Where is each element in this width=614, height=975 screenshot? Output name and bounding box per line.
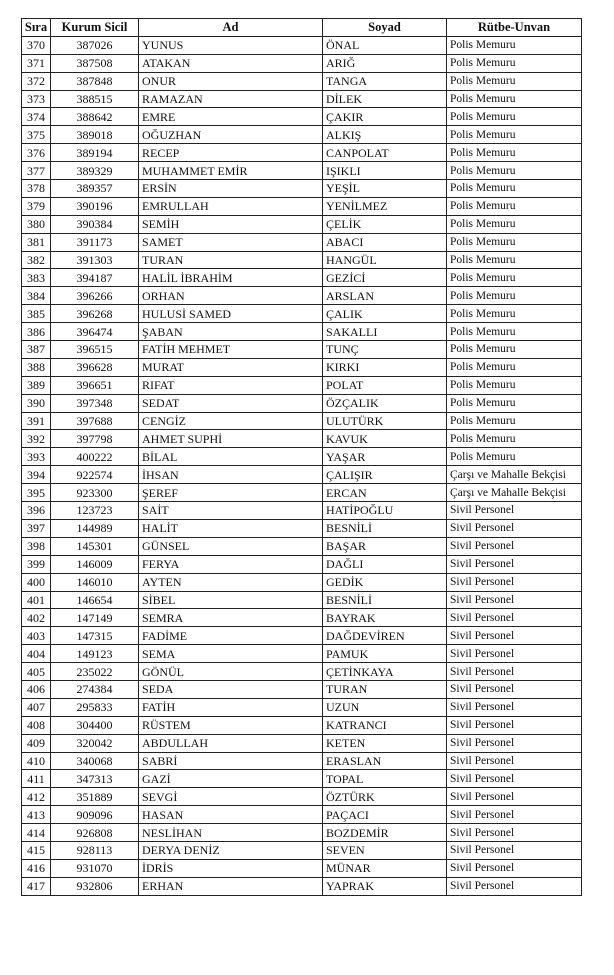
cell-kurum-sicil: 928113: [51, 841, 139, 859]
cell-ad: NESLİHAN: [139, 824, 323, 842]
cell-ad: SEMA: [139, 645, 323, 663]
cell-rutbe-unvan: Polis Memuru: [447, 376, 582, 394]
cell-ad: CENGİZ: [139, 412, 323, 430]
cell-ad: SEVGİ: [139, 788, 323, 806]
cell-sira: 407: [22, 698, 51, 716]
cell-kurum-sicil: 147149: [51, 609, 139, 627]
cell-rutbe-unvan: Polis Memuru: [447, 215, 582, 233]
cell-ad: FATİH: [139, 698, 323, 716]
cell-sira: 415: [22, 841, 51, 859]
table-row: [22, 484, 582, 502]
cell-sira: 405: [22, 663, 51, 681]
cell-rutbe-unvan: Sivil Personel: [447, 573, 582, 591]
cell-kurum-sicil: 149123: [51, 645, 139, 663]
cell-soyad: KATRANCI: [323, 716, 447, 734]
table-row: [22, 287, 582, 305]
cell-ad: RÜSTEM: [139, 716, 323, 734]
cell-soyad: ALKIŞ: [323, 126, 447, 144]
cell-soyad: DAĞDEVİREN: [323, 627, 447, 645]
cell-soyad: ÇALIK: [323, 305, 447, 323]
cell-kurum-sicil: 340068: [51, 752, 139, 770]
cell-soyad: TOPAL: [323, 770, 447, 788]
cell-ad: ATAKAN: [139, 54, 323, 72]
cell-ad: SAMET: [139, 233, 323, 251]
cell-kurum-sicil: 388515: [51, 90, 139, 108]
cell-rutbe-unvan: Polis Memuru: [447, 54, 582, 72]
table-row: [22, 734, 582, 752]
cell-rutbe-unvan: Sivil Personel: [447, 519, 582, 537]
cell-kurum-sicil: 147315: [51, 627, 139, 645]
cell-kurum-sicil: 931070: [51, 859, 139, 877]
cell-kurum-sicil: 144989: [51, 519, 139, 537]
table-row: [22, 430, 582, 448]
cell-ad: GÜNSEL: [139, 537, 323, 555]
cell-kurum-sicil: 146009: [51, 555, 139, 573]
cell-ad: ABDULLAH: [139, 734, 323, 752]
cell-soyad: ARSLAN: [323, 287, 447, 305]
table-row: [22, 358, 582, 376]
cell-kurum-sicil: 391173: [51, 233, 139, 251]
cell-ad: DERYA DENİZ: [139, 841, 323, 859]
cell-kurum-sicil: 146010: [51, 573, 139, 591]
cell-ad: TURAN: [139, 251, 323, 269]
cell-ad: SABRİ: [139, 752, 323, 770]
cell-rutbe-unvan: Sivil Personel: [447, 502, 582, 520]
cell-kurum-sicil: 396628: [51, 358, 139, 376]
table-row: [22, 36, 582, 54]
table-row: [22, 770, 582, 788]
cell-sira: 404: [22, 645, 51, 663]
cell-rutbe-unvan: Polis Memuru: [447, 323, 582, 341]
cell-soyad: ÇETİNKAYA: [323, 663, 447, 681]
cell-rutbe-unvan: Çarşı ve Mahalle Bekçisi: [447, 466, 582, 484]
cell-sira: 400: [22, 573, 51, 591]
cell-soyad: UZUN: [323, 698, 447, 716]
header-sira: Sıra: [22, 19, 51, 37]
cell-soyad: GEDİK: [323, 573, 447, 591]
cell-soyad: ÖNAL: [323, 36, 447, 54]
table-row: [22, 162, 582, 180]
cell-rutbe-unvan: Polis Memuru: [447, 358, 582, 376]
cell-ad: RAMAZAN: [139, 90, 323, 108]
cell-sira: 383: [22, 269, 51, 287]
cell-rutbe-unvan: Polis Memuru: [447, 180, 582, 198]
header-soyad: Soyad: [323, 19, 447, 37]
cell-ad: SEDA: [139, 680, 323, 698]
cell-sira: 396: [22, 502, 51, 520]
table-row: [22, 537, 582, 555]
cell-sira: 411: [22, 770, 51, 788]
cell-kurum-sicil: 389194: [51, 144, 139, 162]
cell-kurum-sicil: 922574: [51, 466, 139, 484]
cell-ad: EMRE: [139, 108, 323, 126]
cell-soyad: ÇAKIR: [323, 108, 447, 126]
cell-ad: HASAN: [139, 806, 323, 824]
cell-kurum-sicil: 387508: [51, 54, 139, 72]
cell-rutbe-unvan: Sivil Personel: [447, 680, 582, 698]
cell-kurum-sicil: 396515: [51, 341, 139, 359]
table-row: [22, 448, 582, 466]
cell-rutbe-unvan: Sivil Personel: [447, 663, 582, 681]
cell-soyad: SEVEN: [323, 841, 447, 859]
cell-kurum-sicil: 304400: [51, 716, 139, 734]
cell-ad: İHSAN: [139, 466, 323, 484]
cell-ad: BİLAL: [139, 448, 323, 466]
cell-sira: 394: [22, 466, 51, 484]
cell-soyad: YENİLMEZ: [323, 197, 447, 215]
table-body: [22, 36, 582, 895]
cell-sira: 406: [22, 680, 51, 698]
cell-ad: SAİT: [139, 502, 323, 520]
cell-soyad: ARIĞ: [323, 54, 447, 72]
cell-ad: FADİME: [139, 627, 323, 645]
cell-kurum-sicil: 390196: [51, 197, 139, 215]
cell-sira: 410: [22, 752, 51, 770]
cell-soyad: ERASLAN: [323, 752, 447, 770]
table-row: [22, 233, 582, 251]
cell-soyad: DAĞLI: [323, 555, 447, 573]
cell-soyad: KIRKI: [323, 358, 447, 376]
cell-sira: 379: [22, 197, 51, 215]
cell-ad: HALİT: [139, 519, 323, 537]
cell-rutbe-unvan: Sivil Personel: [447, 806, 582, 824]
cell-soyad: BESNİLİ: [323, 519, 447, 537]
table-row: [22, 877, 582, 895]
cell-rutbe-unvan: Polis Memuru: [447, 341, 582, 359]
table-row: [22, 376, 582, 394]
cell-rutbe-unvan: Sivil Personel: [447, 752, 582, 770]
cell-ad: SEMİH: [139, 215, 323, 233]
cell-ad: HULUSİ SAMED: [139, 305, 323, 323]
cell-ad: ONUR: [139, 72, 323, 90]
cell-kurum-sicil: 123723: [51, 502, 139, 520]
table-row: [22, 269, 582, 287]
cell-kurum-sicil: 397688: [51, 412, 139, 430]
cell-sira: 377: [22, 162, 51, 180]
cell-ad: MUHAMMET EMİR: [139, 162, 323, 180]
cell-ad: İDRİS: [139, 859, 323, 877]
cell-rutbe-unvan: Sivil Personel: [447, 824, 582, 842]
cell-rutbe-unvan: Sivil Personel: [447, 555, 582, 573]
table-row: [22, 305, 582, 323]
cell-soyad: DİLEK: [323, 90, 447, 108]
cell-sira: 402: [22, 609, 51, 627]
cell-sira: 417: [22, 877, 51, 895]
table-row: [22, 72, 582, 90]
cell-kurum-sicil: 295833: [51, 698, 139, 716]
cell-soyad: TURAN: [323, 680, 447, 698]
table-row: [22, 788, 582, 806]
cell-ad: MURAT: [139, 358, 323, 376]
cell-soyad: KETEN: [323, 734, 447, 752]
cell-soyad: IŞIKLI: [323, 162, 447, 180]
cell-kurum-sicil: 351889: [51, 788, 139, 806]
table-row: [22, 197, 582, 215]
cell-kurum-sicil: 396651: [51, 376, 139, 394]
cell-sira: 398: [22, 537, 51, 555]
cell-rutbe-unvan: Sivil Personel: [447, 627, 582, 645]
cell-rutbe-unvan: Sivil Personel: [447, 591, 582, 609]
table-row: [22, 824, 582, 842]
cell-rutbe-unvan: Çarşı ve Mahalle Bekçisi: [447, 484, 582, 502]
cell-rutbe-unvan: Sivil Personel: [447, 609, 582, 627]
cell-ad: ŞABAN: [139, 323, 323, 341]
cell-rutbe-unvan: Sivil Personel: [447, 877, 582, 895]
cell-ad: ORHAN: [139, 287, 323, 305]
cell-ad: AYTEN: [139, 573, 323, 591]
cell-kurum-sicil: 347313: [51, 770, 139, 788]
cell-rutbe-unvan: Polis Memuru: [447, 269, 582, 287]
table-row: [22, 394, 582, 412]
cell-rutbe-unvan: Sivil Personel: [447, 859, 582, 877]
cell-ad: ERHAN: [139, 877, 323, 895]
cell-sira: 413: [22, 806, 51, 824]
cell-kurum-sicil: 397798: [51, 430, 139, 448]
cell-soyad: POLAT: [323, 376, 447, 394]
cell-kurum-sicil: 397348: [51, 394, 139, 412]
table-row: [22, 341, 582, 359]
cell-soyad: ULUTÜRK: [323, 412, 447, 430]
cell-ad: RECEP: [139, 144, 323, 162]
cell-rutbe-unvan: Sivil Personel: [447, 734, 582, 752]
cell-soyad: PAMUK: [323, 645, 447, 663]
cell-ad: SİBEL: [139, 591, 323, 609]
cell-rutbe-unvan: Polis Memuru: [447, 36, 582, 54]
cell-soyad: ABACI: [323, 233, 447, 251]
cell-kurum-sicil: 389357: [51, 180, 139, 198]
cell-ad: ERSİN: [139, 180, 323, 198]
cell-rutbe-unvan: Polis Memuru: [447, 197, 582, 215]
table-row: [22, 698, 582, 716]
cell-rutbe-unvan: Sivil Personel: [447, 770, 582, 788]
cell-sira: 387: [22, 341, 51, 359]
cell-soyad: CANPOLAT: [323, 144, 447, 162]
cell-kurum-sicil: 274384: [51, 680, 139, 698]
cell-rutbe-unvan: Polis Memuru: [447, 144, 582, 162]
cell-kurum-sicil: 389329: [51, 162, 139, 180]
cell-soyad: YAŞAR: [323, 448, 447, 466]
cell-sira: 391: [22, 412, 51, 430]
cell-soyad: ÖZÇALIK: [323, 394, 447, 412]
cell-soyad: ÇALIŞIR: [323, 466, 447, 484]
cell-kurum-sicil: 145301: [51, 537, 139, 555]
cell-rutbe-unvan: Sivil Personel: [447, 698, 582, 716]
cell-rutbe-unvan: Sivil Personel: [447, 841, 582, 859]
cell-ad: SEMRA: [139, 609, 323, 627]
table-row: [22, 609, 582, 627]
table-row: [22, 251, 582, 269]
cell-sira: 382: [22, 251, 51, 269]
cell-rutbe-unvan: Polis Memuru: [447, 394, 582, 412]
cell-sira: 380: [22, 215, 51, 233]
cell-ad: GAZİ: [139, 770, 323, 788]
table-row: [22, 180, 582, 198]
cell-ad: OĞUZHAN: [139, 126, 323, 144]
cell-ad: GÖNÜL: [139, 663, 323, 681]
cell-rutbe-unvan: Polis Memuru: [447, 126, 582, 144]
cell-ad: AHMET SUPHİ: [139, 430, 323, 448]
cell-kurum-sicil: 396268: [51, 305, 139, 323]
cell-rutbe-unvan: Polis Memuru: [447, 162, 582, 180]
cell-soyad: TANGA: [323, 72, 447, 90]
table-row: [22, 412, 582, 430]
cell-kurum-sicil: 387026: [51, 36, 139, 54]
cell-soyad: ÖZTÜRK: [323, 788, 447, 806]
table-row: [22, 54, 582, 72]
cell-soyad: SAKALLI: [323, 323, 447, 341]
table-row: [22, 627, 582, 645]
table-row: [22, 716, 582, 734]
cell-soyad: BESNİLİ: [323, 591, 447, 609]
cell-soyad: YEŞİL: [323, 180, 447, 198]
cell-soyad: BAŞAR: [323, 537, 447, 555]
cell-kurum-sicil: 396266: [51, 287, 139, 305]
header-kurum-sicil: Kurum Sicil: [51, 19, 139, 37]
cell-sira: 384: [22, 287, 51, 305]
cell-sira: 414: [22, 824, 51, 842]
personnel-table: [21, 18, 582, 896]
cell-rutbe-unvan: Polis Memuru: [447, 305, 582, 323]
cell-rutbe-unvan: Sivil Personel: [447, 788, 582, 806]
cell-sira: 395: [22, 484, 51, 502]
cell-kurum-sicil: 388642: [51, 108, 139, 126]
cell-sira: 401: [22, 591, 51, 609]
table-row: [22, 466, 582, 484]
table-row: [22, 645, 582, 663]
cell-kurum-sicil: 932806: [51, 877, 139, 895]
table-row: [22, 806, 582, 824]
cell-kurum-sicil: 394187: [51, 269, 139, 287]
cell-kurum-sicil: 400222: [51, 448, 139, 466]
table-row: [22, 859, 582, 877]
cell-kurum-sicil: 146654: [51, 591, 139, 609]
cell-soyad: BAYRAK: [323, 609, 447, 627]
cell-rutbe-unvan: Polis Memuru: [447, 108, 582, 126]
table-row: [22, 502, 582, 520]
cell-kurum-sicil: 923300: [51, 484, 139, 502]
cell-sira: 386: [22, 323, 51, 341]
cell-sira: 376: [22, 144, 51, 162]
cell-sira: 389: [22, 376, 51, 394]
cell-sira: 392: [22, 430, 51, 448]
table-row: [22, 573, 582, 591]
cell-ad: RIFAT: [139, 376, 323, 394]
cell-rutbe-unvan: Polis Memuru: [447, 430, 582, 448]
table-row: [22, 215, 582, 233]
cell-sira: 390: [22, 394, 51, 412]
table-row: [22, 519, 582, 537]
table-row: [22, 663, 582, 681]
cell-rutbe-unvan: Polis Memuru: [447, 90, 582, 108]
table-row: [22, 126, 582, 144]
cell-sira: 374: [22, 108, 51, 126]
cell-kurum-sicil: 396474: [51, 323, 139, 341]
cell-sira: 397: [22, 519, 51, 537]
cell-soyad: ERCAN: [323, 484, 447, 502]
cell-sira: 388: [22, 358, 51, 376]
cell-rutbe-unvan: Sivil Personel: [447, 645, 582, 663]
cell-kurum-sicil: 235022: [51, 663, 139, 681]
cell-rutbe-unvan: Sivil Personel: [447, 716, 582, 734]
cell-soyad: ÇELİK: [323, 215, 447, 233]
cell-kurum-sicil: 387848: [51, 72, 139, 90]
cell-sira: 416: [22, 859, 51, 877]
cell-kurum-sicil: 909096: [51, 806, 139, 824]
table-row: [22, 680, 582, 698]
cell-rutbe-unvan: Polis Memuru: [447, 448, 582, 466]
header-rutbe-unvan: Rütbe-Unvan: [447, 19, 582, 37]
table-row: [22, 90, 582, 108]
cell-ad: SEDAT: [139, 394, 323, 412]
table-row: [22, 323, 582, 341]
cell-sira: 372: [22, 72, 51, 90]
cell-ad: FATİH MEHMET: [139, 341, 323, 359]
cell-rutbe-unvan: Polis Memuru: [447, 412, 582, 430]
cell-sira: 381: [22, 233, 51, 251]
cell-sira: 403: [22, 627, 51, 645]
cell-kurum-sicil: 389018: [51, 126, 139, 144]
cell-rutbe-unvan: Sivil Personel: [447, 537, 582, 555]
cell-sira: 393: [22, 448, 51, 466]
cell-soyad: YAPRAK: [323, 877, 447, 895]
cell-soyad: KAVUK: [323, 430, 447, 448]
cell-sira: 385: [22, 305, 51, 323]
cell-soyad: HATİPOĞLU: [323, 502, 447, 520]
cell-ad: ŞEREF: [139, 484, 323, 502]
cell-sira: 399: [22, 555, 51, 573]
cell-soyad: HANGÜL: [323, 251, 447, 269]
cell-rutbe-unvan: Polis Memuru: [447, 72, 582, 90]
cell-rutbe-unvan: Polis Memuru: [447, 233, 582, 251]
cell-rutbe-unvan: Polis Memuru: [447, 251, 582, 269]
table-row: [22, 841, 582, 859]
cell-sira: 408: [22, 716, 51, 734]
cell-kurum-sicil: 390384: [51, 215, 139, 233]
cell-sira: 375: [22, 126, 51, 144]
cell-soyad: GEZİCİ: [323, 269, 447, 287]
cell-sira: 378: [22, 180, 51, 198]
cell-kurum-sicil: 391303: [51, 251, 139, 269]
table-row: [22, 591, 582, 609]
cell-soyad: PAÇACI: [323, 806, 447, 824]
cell-rutbe-unvan: Polis Memuru: [447, 287, 582, 305]
cell-soyad: MÜNAR: [323, 859, 447, 877]
cell-soyad: BOZDEMİR: [323, 824, 447, 842]
table-row: [22, 555, 582, 573]
cell-kurum-sicil: 320042: [51, 734, 139, 752]
header-ad: Ad: [139, 19, 323, 37]
cell-kurum-sicil: 926808: [51, 824, 139, 842]
cell-ad: FERYA: [139, 555, 323, 573]
cell-ad: EMRULLAH: [139, 197, 323, 215]
cell-ad: YUNUS: [139, 36, 323, 54]
cell-ad: HALİL İBRAHİM: [139, 269, 323, 287]
cell-sira: 373: [22, 90, 51, 108]
cell-sira: 409: [22, 734, 51, 752]
header-row: [22, 19, 582, 37]
cell-sira: 371: [22, 54, 51, 72]
table-row: [22, 144, 582, 162]
cell-sira: 412: [22, 788, 51, 806]
cell-soyad: TUNÇ: [323, 341, 447, 359]
cell-sira: 370: [22, 36, 51, 54]
table-row: [22, 108, 582, 126]
table-row: [22, 752, 582, 770]
